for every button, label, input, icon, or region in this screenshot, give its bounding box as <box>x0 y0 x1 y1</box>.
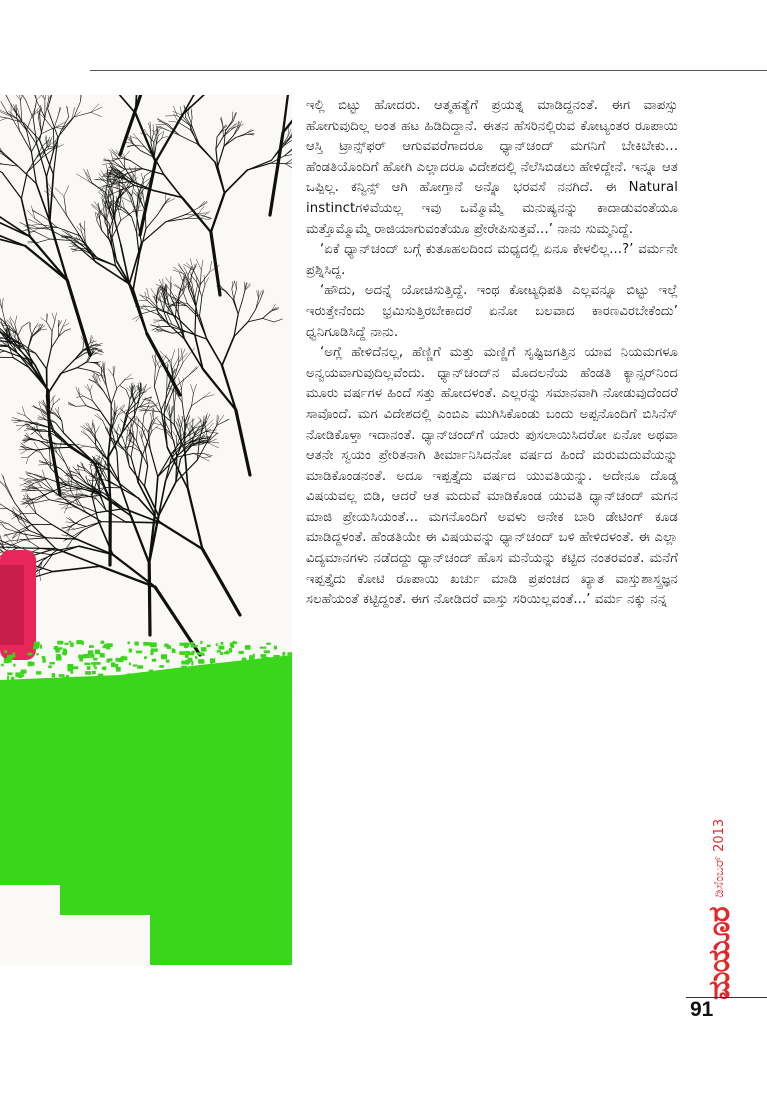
magazine-logo: ಮಯೂರ <box>702 907 737 1000</box>
article-body <box>306 96 678 611</box>
magazine-masthead <box>702 819 737 1000</box>
page-number: 91 <box>690 998 714 1021</box>
article-paragraph: ‘ಹೌದು, ಅದನ್ನೆ ಯೋಚಿಸುತ್ತಿದ್ದೆ. ಇಂಥ ಕೋಟ್ಯಧಿಪತಿ ಎಲ್ಲವನ್ನೂ ಬಿಟ್ಟು ಇಲ್ಲೆ ಇರುತ್ತೇನೆಂದು ಭ್ರಮಿಸುತ್ತಿರಬೇಕಾದರೆ ಏನೋ ಬಲವಾದ ಕಾರಣವಿರಬೇಕೆಂದು’ ಧ್ವನಿಗೂಡಿಸಿದ್ದೆ ನಾನು. <box>306 283 678 340</box>
article-paragraph: ‘ಏಕೆ ಧ್ಯಾನ್‌ಚಂದ್ ಬಗ್ಗೆ ಕುತೂಹಲದಿಂದ ಮಧ್ಯದಲ್ಲಿ ಏನೂ ಕೇಳಲಿಲ್ಲ...?’ ವರ್ಮನೇ ಪ್ರಶ್ನಿಸಿದ್ದ. <box>306 242 678 278</box>
article-paragraph: ‘ಅಗ್ಲೆ ಹೇಳಿದೆನಲ್ಲ, ಹೆಣ್ಣಿಗೆ ಮತ್ತು ಮಣ್ಣಿಗೆ ಸೃಷ್ಟಿಜಗತ್ತಿನ ಯಾವ ನಿಯಮಗಳೂ ಅನ್ವಯವಾಗುವುದಿಲ್ಲವೆಂದು. ಧ್ಯಾನ್‌ಚಂದ್‌ನ ಮೊದಲನೆಯ ಹೆಂಡತಿ ಕ್ಯಾನ್ಸರ್‌ನಿಂದ ಮೂರು ವರ್ಷಗಳ ಹಿಂದೆ ಸತ್ತು ಹೋದಳಂತೆ. ಎಲ್ಲರನ್ನು ಸಮಾನವಾಗಿ ನೋಡುವುದೆಂದರೆ ಸಾವೊಂದೆ. ಮಗ ವಿದೇಶದಲ್ಲಿ ಎಂಬಿಎ ಮುಗಿಸಿಕೊಂಡು ಬಂದು ಅಪ್ಪನೊಂದಿಗೆ ಬಿಸಿನೆಸ್ ನೋಡಿಕೊಳ್ತಾ ಇದಾನಂತೆ. ಧ್ಯಾನ್‌ಚಂದ್‌ಗೆ ಯಾರು ಪುಸಲಾಯಿಸಿದರೋ ಏನೋ ಅಥವಾ ಆತನೇ ಸ್ವಯಂ ಪ್ರೇರಿತನಾಗಿ ತೀರ್ಮಾನಿಸಿದನೋ ವರ್ಷದ ಹಿಂದೆ ಮರುಮದುವೆಯನ್ನು ಮಾಡಿಕೊಂಡನಂತೆ. ಅದೂ ಇಪ್ಪತ್ತೈದು ವರ್ಷದ ಯುವತಿಯನ್ನು. ಅದೇನೂ ದೊಡ್ಡ ವಿಷಯವಲ್ಲ ಬಿಡಿ, ಆದರೆ ಆತ ಮದುವೆ ಮಾಡಿಕೊಂಡ ಯುವತಿ ಧ್ಯಾನ್‌ಚಂದ್ ಮಗನ ಮಾಜಿ ಪ್ರೇಯಸಿಯಂತೆ... ಮಗನೊಂದಿಗೆ ಅವಳು ಅನೇಕ ಬಾರಿ ಡೇಟಿಂಗ್ ಕೂಡ ಮಾಡಿದ್ದಳಂತೆ. ಹೆಂಡತಿಯೇ ಈ ವಿಷಯವನ್ನು ಧ್ಯಾನ್‌ಚಂದ್ ಬಳಿ ಹೇಳಿದಳಂತೆ. ಈ ಎಲ್ಲಾ ವಿದ್ಯಮಾನಗಳು ನಡೆದದ್ದು ಧ್ಯಾನ್‌ಚಂದ್ ಹೊಸ ಮನೆಯನ್ನು ಕಟ್ಟಿದ ನಂತರವಂತೆ. ಮನೆಗೆ ಇಪ್ಪತ್ತೈದು ಕೋಟಿ ರೂಪಾಯಿ ಖರ್ಚು ಮಾಡಿ ಪ್ರಪಂಚದ ಖ್ಯಾತ ವಾಸ್ತುಶಾಸ್ತ್ರಜ್ಞನ ಸಲಹೆಯಂತೆ ಕಟ್ಟಿದ್ದಂತೆ. ಈಗ ನೋಡಿದರೆ ವಾಸ್ತು ಸರಿಯಿಲ್ಲವಂತೆ...’ ವರ್ಮ ನಕ್ಕು ನನ್ನ <box>306 345 678 608</box>
top-rule <box>90 70 767 71</box>
issue-date: ಡಿಸೆಂಬರ್ 2013 <box>712 818 727 898</box>
article-paragraph: ಇಲ್ಲಿ ಬಿಟ್ಟು ಹೋದರು. ಆತ್ಮಹತ್ಯೆಗೆ ಪ್ರಯತ್ನ ಮಾಡಿದ್ದನಂತೆ. ಈಗ ವಾಪಸ್ಸು ಹೋಗುವುದಿಲ್ಲ ಅಂತ ಹಟ ಹಿಡಿದಿದ್ದಾನೆ. ಈತನ ಹೆಸರಿನಲ್ಲಿರುವ ಕೋಟ್ಯಂತರ ರೂಪಾಯಿ ಆಸ್ತಿ ಟ್ರಾನ್ಸ್‌ಫರ್ ಆಗುವವರೆಗಾದರೂ ಧ್ಯಾನ್‌ಚಂದ್ ಮಗನಿಗೆ ಬೇಕಿಬೇಕು... ಹೆಂಡತಿಯೊಂದಿಗೆ ಹೋಗಿ ಎಲ್ಲಾದರೂ ವಿದೇಶದಲ್ಲಿ ನೆಲೆಸಿಬಿಡಲು ಹೇಳಿದ್ದೇನೆ. ಇನ್ನೂ ಆತ ಒಪ್ಪಿಲ್ಲ. ಕನ್ವಿನ್ಸ್ ಆಗಿ ಹೋಗ್ತಾನೆ ಅನ್ನೊ ಭರವಸೆ ನನಗಿದೆ. ಈ Natural instinctಗಳಿವೆಯಲ್ಲ ಇವು ಒಮ್ಮೊಮ್ಮೆ ಮನುಷ್ಯನನ್ನು ಕಾದಾಡುವಂತೆಯೂ ಮತ್ತೊಮ್ಮೊಮ್ಮೆ ರಾಜಿಯಾಗುವಂತೆಯೂ ಪ್ರೇರೇಪಿಸುತ್ತವೆ...’ ನಾನು ಸುಮ್ಮನಿದ್ದೆ. <box>306 98 678 237</box>
illustration-artwork <box>0 95 292 965</box>
